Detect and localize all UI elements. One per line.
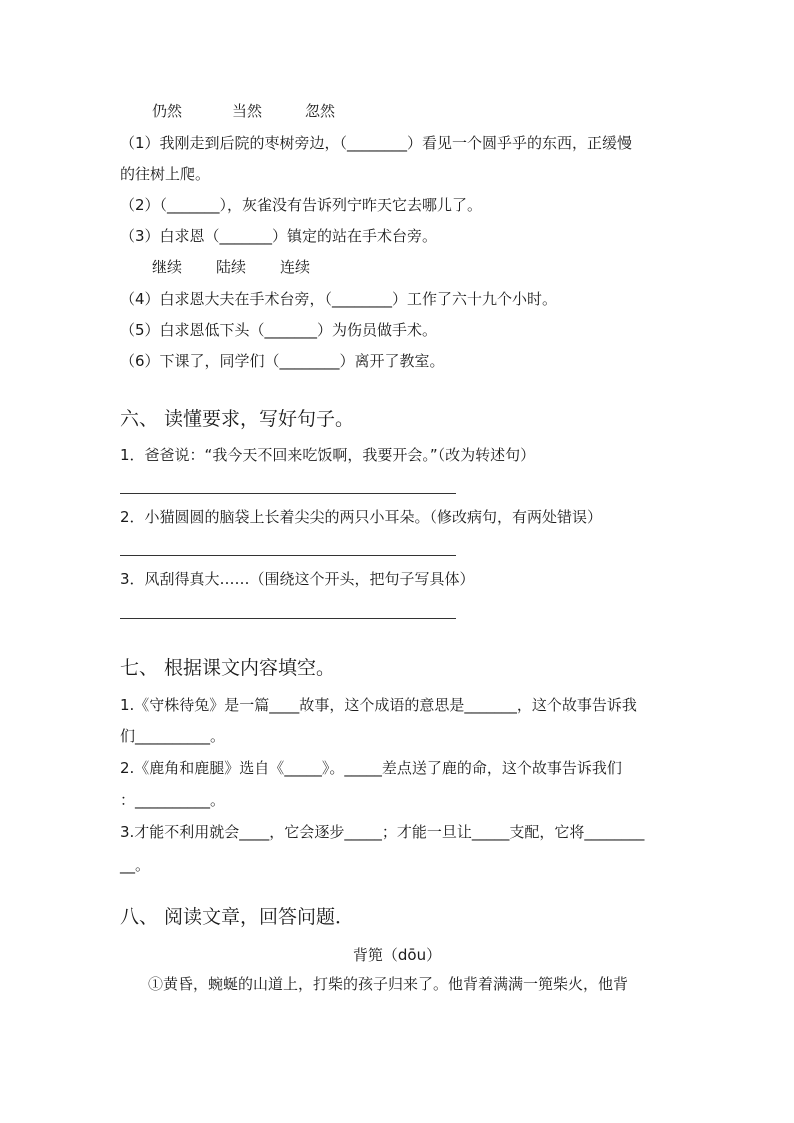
question-text: __。 — [120, 856, 151, 874]
word-choice: 连续 — [280, 258, 311, 276]
word-choices-a — [152, 101, 335, 121]
question-text: （5）白求恩低下头（_______）为伤员做手术。 — [120, 321, 438, 339]
question-text: 2．小猫圆圆的脑袋上长着尖尖的两只小耳朵。（修改病句，有两处错误） — [120, 508, 603, 526]
section-heading: 六、 读懂要求，写好句子。 — [120, 408, 355, 430]
word-choice: 当然 — [232, 102, 263, 120]
word-choice: 忽然 — [305, 102, 336, 120]
question-text: ：__________。 — [120, 791, 226, 809]
answer-line[interactable] — [120, 555, 456, 556]
question-text: 3.才能不利用就会____，它会逐步_____；才能一旦让_____支配，它将________ — [120, 823, 645, 841]
question-text: （6）下课了，同学们（________）离开了教室。 — [120, 352, 445, 370]
question-text: 们__________。 — [120, 727, 226, 745]
word-choice: 继续 — [152, 258, 183, 276]
article-title: 背篼（dōu） — [352, 946, 442, 964]
question-text: （1）我刚走到后院的枣树旁边，（________）看见一个圆乎乎的东西，正缓慢 — [120, 134, 633, 152]
question-text: （4）白求恩大夫在手术台旁，（________）工作了六十九个小时。 — [120, 290, 558, 308]
word-choice: 仍然 — [152, 102, 183, 120]
article-paragraph: ①黄昏，蜿蜒的山道上，打柴的孩子归来了。他背着满满一篼柴火，他背 — [148, 975, 629, 993]
section-heading: 八、 阅读文章，回答问题． — [120, 906, 355, 928]
question-text: （3）白求恩（_______）镇定的站在手术台旁。 — [120, 227, 438, 245]
word-choice: 陆续 — [216, 258, 247, 276]
question-text: 2.《鹿角和鹿腿》选自《_____》。_____差点送了鹿的命，这个故事告诉我们 — [120, 759, 622, 777]
question-text: （2）（_______），灰雀没有告诉列宁昨天它去哪儿了。 — [120, 196, 483, 214]
section-heading: 七、 根据课文内容填空。 — [120, 657, 336, 679]
question-text: 的往树上爬。 — [120, 165, 211, 183]
answer-line[interactable] — [120, 618, 456, 619]
question-text: 1．爸爸说：“我今天不回来吃饭啊，我要开会。”（改为转述句） — [120, 446, 536, 464]
question-text: 1.《守株待兔》是一篇____故事，这个成语的意思是_______，这个故事告诉我 — [120, 696, 637, 714]
question-text: 3．风刮得真大……（围绕这个开头，把句子写具体） — [120, 570, 475, 588]
word-choices-b — [152, 257, 310, 277]
answer-line[interactable] — [120, 493, 456, 494]
